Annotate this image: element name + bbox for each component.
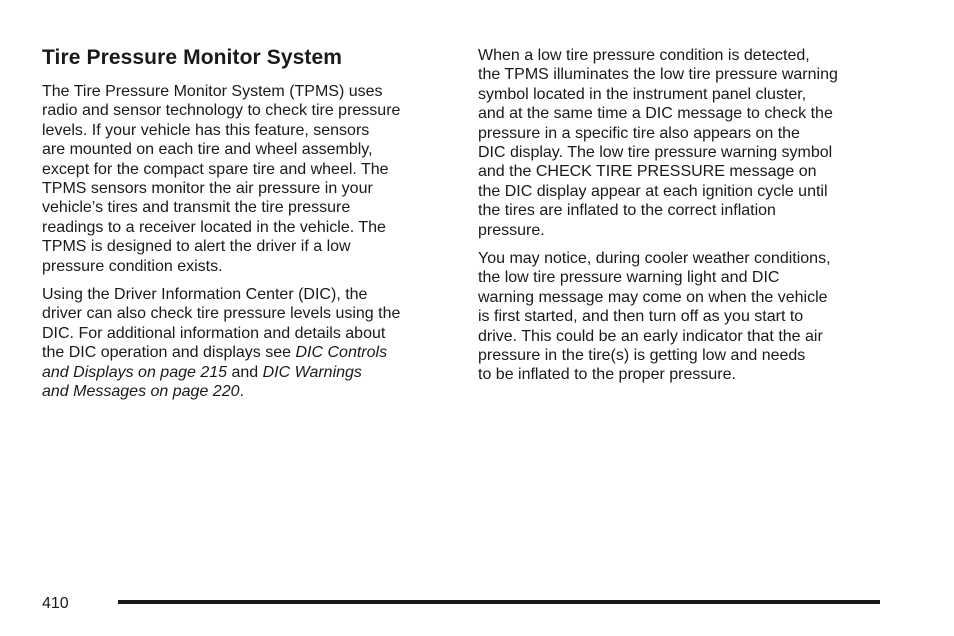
text-line: the low tire pressure warning light and DIC [478,269,780,287]
text-line: You may notice, during cooler weather conditions, [478,250,831,267]
text-line: DIC. For additional information and details about [42,324,386,342]
text-line: and the CHECK TIRE PRESSURE message on [478,163,817,181]
cross-reference-link[interactable]: and Messages on page 220 [42,383,240,401]
text-segment: the DIC operation and displays see [42,344,296,362]
left-paragraph-1 [42,82,400,276]
text-line: Using the Driver Information Center (DIC), the [42,286,368,303]
text-line: TPMS is designed to alert the driver if a low [42,238,351,256]
text-line: TPMS sensors monitor the air pressure in your [42,180,373,198]
text-line: DIC display. The low tire pressure warning symbol [478,144,833,162]
footer-rule [118,600,880,604]
text-line: and at the same time a DIC message to check the [478,105,833,123]
text-line: to be inflated to the proper pressure. [478,366,736,384]
text-line: except for the compact spare tire and wheel. The [42,160,389,178]
text-line: readings to a receiver located in the vehicle. The [42,218,386,236]
right-paragraph-2 [478,249,831,385]
cross-reference-link[interactable]: DIC Controls [295,344,388,362]
text-line: When a low tire pressure condition is detected, [478,47,810,64]
text-line: symbol located in the instrument panel cluster, [478,85,807,103]
cross-reference-link[interactable]: and Displays on page 215 [42,363,228,381]
right-paragraph-1 [478,46,838,240]
text-line: radio and sensor technology to check tire pressure [42,102,401,120]
text-line [42,382,400,401]
page-number: 410 [42,595,69,612]
text-line [42,343,400,362]
text-line: pressure in the tire(s) is getting low and needs [478,347,806,365]
section-heading: Tire Pressure Monitor System [42,46,343,69]
text-line: the tires are inflated to the correct inflation [478,202,776,220]
text-line: warning message may come on when the vehicle [478,288,828,306]
text-line: the DIC display appear at each ignition cycle until [478,182,828,200]
left-paragraph-2 [42,285,400,401]
text-line [42,363,400,382]
text-line: vehicle’s tires and transmit the tire pressure [42,199,351,217]
text-line: pressure. [478,221,545,239]
cross-reference-link[interactable]: DIC Warnings [262,363,362,381]
text-line: the TPMS illuminates the low tire pressure warning [478,66,838,84]
text-line: pressure condition exists. [42,257,223,275]
text-line: pressure in a specific tire also appears on the [478,124,800,142]
text-segment: . [239,383,244,401]
text-line: driver can also check tire pressure levels using the [42,305,401,323]
text-segment: and [227,363,263,381]
text-line: The Tire Pressure Monitor System (TPMS) uses [42,83,383,100]
text-line: drive. This could be an early indicator that the air [478,327,823,345]
text-line: levels. If your vehicle has this feature, sensors [42,121,370,139]
text-line: is first started, and then turn off as you start to [478,308,804,326]
text-line: are mounted on each tire and wheel assembly, [42,141,373,159]
